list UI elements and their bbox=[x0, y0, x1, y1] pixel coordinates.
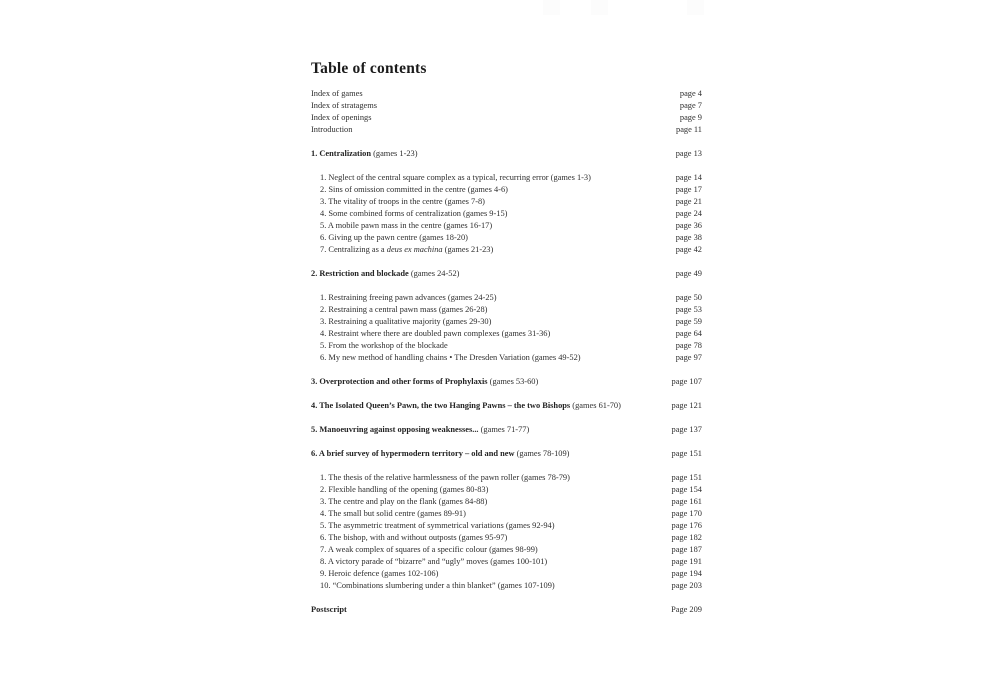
section-label: 7. A weak complex of squares of a specific colour (games 98-99) bbox=[320, 545, 538, 554]
section-label: 4. Some combined forms of centralization (games 9-15) bbox=[320, 209, 508, 218]
entry-page-number: page 14 bbox=[675, 173, 702, 182]
chapter-games: (games 78-109) bbox=[514, 449, 570, 458]
spacer bbox=[311, 136, 702, 148]
section-label: 8. A victory parade of “bizarre” and “ugly” moves (games 100-101) bbox=[320, 557, 548, 566]
toc-entry-introduction bbox=[311, 124, 702, 136]
scan-artifact bbox=[591, 0, 608, 15]
entry-page-number: page 42 bbox=[675, 245, 702, 254]
toc-section-2-6 bbox=[311, 352, 702, 364]
entry-label: Index of openings bbox=[311, 113, 372, 122]
entry-page-number: page 194 bbox=[671, 569, 702, 578]
chapter-label bbox=[311, 448, 569, 460]
section-label: 3. The centre and play on the flank (games 84-88) bbox=[320, 497, 488, 506]
section-label: 5. The asymmetric treatment of symmetrical variations (games 92-94) bbox=[320, 521, 555, 530]
chapter-games: (games 53-60) bbox=[487, 377, 539, 386]
section-label: 3. Restraining a qualitative majority (games 29-30) bbox=[320, 317, 492, 326]
entry-page-number: page 64 bbox=[675, 329, 702, 338]
spacer bbox=[311, 436, 702, 448]
toc-chapter-3 bbox=[311, 376, 702, 388]
toc-section-6-5 bbox=[311, 520, 702, 532]
toc-section-6-9 bbox=[311, 568, 702, 580]
section-label: 2. Restraining a central pawn mass (games 26-28) bbox=[320, 305, 488, 314]
section-label: 9. Heroic defence (games 102-106) bbox=[320, 569, 439, 578]
chapter-label bbox=[311, 400, 621, 412]
toc-section-1-2 bbox=[311, 184, 702, 196]
entry-page-number: page 59 bbox=[675, 317, 702, 326]
entry-page-number: page 9 bbox=[679, 113, 702, 122]
spacer bbox=[311, 460, 702, 472]
entry-page-number: page 151 bbox=[671, 449, 702, 458]
section-label: 2. Sins of omission committed in the centre (games 4-6) bbox=[320, 185, 508, 194]
spacer bbox=[311, 388, 702, 400]
section-label: 6. The bishop, with and without outposts (games 95-97) bbox=[320, 533, 508, 542]
chapter-label bbox=[311, 376, 538, 388]
toc-chapter-1 bbox=[311, 148, 702, 160]
spacer bbox=[311, 160, 702, 172]
page-title: Table of contents bbox=[311, 60, 427, 77]
toc-section-1-3 bbox=[311, 196, 702, 208]
toc-entry-index-of-openings bbox=[311, 112, 702, 124]
entry-page-number: page 53 bbox=[675, 305, 702, 314]
toc-section-6-7 bbox=[311, 544, 702, 556]
toc-section-2-1 bbox=[311, 292, 702, 304]
entry-page-number: page 107 bbox=[671, 377, 702, 386]
entry-page-number: page 170 bbox=[671, 509, 702, 518]
chapter-label bbox=[311, 268, 459, 280]
section-label: 1. The thesis of the relative harmlessness of the pawn roller (games 78-79) bbox=[320, 473, 570, 482]
toc-section-6-4 bbox=[311, 508, 702, 520]
entry-page-number: page 21 bbox=[675, 197, 702, 206]
chapter-games: (games 24-52) bbox=[408, 269, 460, 278]
section-label: 2. Flexible handling of the opening (games 80-83) bbox=[320, 485, 489, 494]
chapter-title: 2. Restriction and blockade bbox=[311, 269, 409, 278]
toc-section-6-2 bbox=[311, 484, 702, 496]
entry-page-number: page 191 bbox=[671, 557, 702, 566]
section-label: 10. “Combinations slumbering under a thin blanket” (games 107-109) bbox=[320, 581, 555, 590]
entry-page-number: page 11 bbox=[676, 125, 702, 134]
spacer bbox=[311, 592, 702, 604]
toc-section-1-6 bbox=[311, 232, 702, 244]
toc-section-6-8 bbox=[311, 556, 702, 568]
chapter-label bbox=[311, 148, 418, 160]
toc-section-1-5 bbox=[311, 220, 702, 232]
chapter-title: 1. Centralization bbox=[311, 149, 372, 158]
toc-section-2-3 bbox=[311, 316, 702, 328]
entry-page-number: page 176 bbox=[671, 521, 702, 530]
toc-section-1-1 bbox=[311, 172, 702, 184]
section-label-italic: deus ex machina bbox=[386, 245, 443, 254]
chapter-title: 6. A brief survey of hypermodern territory – old and new bbox=[311, 449, 515, 458]
spacer bbox=[311, 280, 702, 292]
section-label bbox=[320, 244, 493, 256]
section-label-post: (games 21-23) bbox=[442, 245, 494, 254]
spacer bbox=[311, 256, 702, 268]
toc-section-2-2 bbox=[311, 304, 702, 316]
toc-section-1-7 bbox=[311, 244, 702, 256]
section-label: 4. Restraint where there are doubled pawn complexes (games 31-36) bbox=[320, 329, 551, 338]
section-label: 3. The vitality of troops in the centre (games 7-8) bbox=[320, 197, 485, 206]
entry-page-number: page 121 bbox=[671, 401, 702, 410]
toc-section-2-4 bbox=[311, 328, 702, 340]
entry-page-number: page 24 bbox=[675, 209, 702, 218]
toc-section-6-10 bbox=[311, 580, 702, 592]
entry-page-number: page 161 bbox=[671, 497, 702, 506]
toc-chapter-5 bbox=[311, 424, 702, 436]
toc-entry-postscript bbox=[311, 604, 702, 616]
entry-page-number: page 187 bbox=[671, 545, 702, 554]
table-of-contents bbox=[311, 88, 702, 616]
toc-entry-index-of-stratagems bbox=[311, 100, 702, 112]
chapter-title: 5. Manoeuvring against opposing weaknesses... bbox=[311, 425, 479, 434]
entry-label: Index of stratagems bbox=[311, 101, 378, 110]
entry-page-number: Page 209 bbox=[671, 605, 702, 614]
toc-entry-index-of-games bbox=[311, 88, 702, 100]
entry-label: Postscript bbox=[311, 605, 347, 614]
toc-chapter-2 bbox=[311, 268, 702, 280]
section-label: 4. The small but solid centre (games 89-91) bbox=[320, 509, 466, 518]
section-label: 6. Giving up the pawn centre (games 18-20) bbox=[320, 233, 468, 242]
spacer bbox=[311, 412, 702, 424]
entry-page-number: page 97 bbox=[675, 353, 702, 362]
entry-page-number: page 182 bbox=[671, 533, 702, 542]
entry-label: Introduction bbox=[311, 125, 353, 134]
section-label-pre: 7. Centralizing as a bbox=[320, 245, 387, 254]
spacer bbox=[311, 364, 702, 376]
entry-page-number: page 7 bbox=[679, 101, 702, 110]
section-label: 1. Neglect of the central square complex as a typical, recurring error (games 1-3) bbox=[320, 173, 591, 182]
entry-page-number: page 203 bbox=[671, 581, 702, 590]
entry-page-number: page 50 bbox=[675, 293, 702, 302]
entry-page-number: page 151 bbox=[671, 473, 702, 482]
chapter-games: (games 71-77) bbox=[478, 425, 530, 434]
entry-page-number: page 137 bbox=[671, 425, 702, 434]
entry-label: Index of games bbox=[311, 89, 363, 98]
section-label: 1. Restraining freeing pawn advances (games 24-25) bbox=[320, 293, 497, 302]
entry-page-number: page 13 bbox=[675, 149, 702, 158]
toc-section-6-3 bbox=[311, 496, 702, 508]
entry-page-number: page 38 bbox=[675, 233, 702, 242]
entry-page-number: page 36 bbox=[675, 221, 702, 230]
chapter-games: (games 61-70) bbox=[570, 401, 621, 410]
toc-section-1-4 bbox=[311, 208, 702, 220]
entry-page-number: page 154 bbox=[671, 485, 702, 494]
entry-page-number: page 4 bbox=[679, 89, 702, 98]
scan-artifact bbox=[543, 0, 560, 15]
section-label: 5. From the workshop of the blockade bbox=[320, 341, 448, 350]
chapter-label bbox=[311, 424, 529, 436]
entry-page-number: page 78 bbox=[675, 341, 702, 350]
chapter-title: 3. Overprotection and other forms of Prophylaxis bbox=[311, 377, 488, 386]
toc-chapter-6 bbox=[311, 448, 702, 460]
entry-page-number: page 17 bbox=[675, 185, 702, 194]
scan-artifact bbox=[687, 0, 704, 15]
toc-section-2-5 bbox=[311, 340, 702, 352]
chapter-title: 4. The Isolated Queen’s Pawn, the two Hanging Pawns – the two Bishops bbox=[311, 401, 571, 410]
toc-section-6-1 bbox=[311, 472, 702, 484]
section-label: 5. A mobile pawn mass in the centre (games 16-17) bbox=[320, 221, 493, 230]
chapter-games: (games 1-23) bbox=[371, 149, 418, 158]
toc-section-6-6 bbox=[311, 532, 702, 544]
entry-page-number: page 49 bbox=[675, 269, 702, 278]
section-label: 6. My new method of handling chains • The Dresden Variation (games 49-52) bbox=[320, 353, 581, 362]
toc-chapter-4 bbox=[311, 400, 702, 412]
